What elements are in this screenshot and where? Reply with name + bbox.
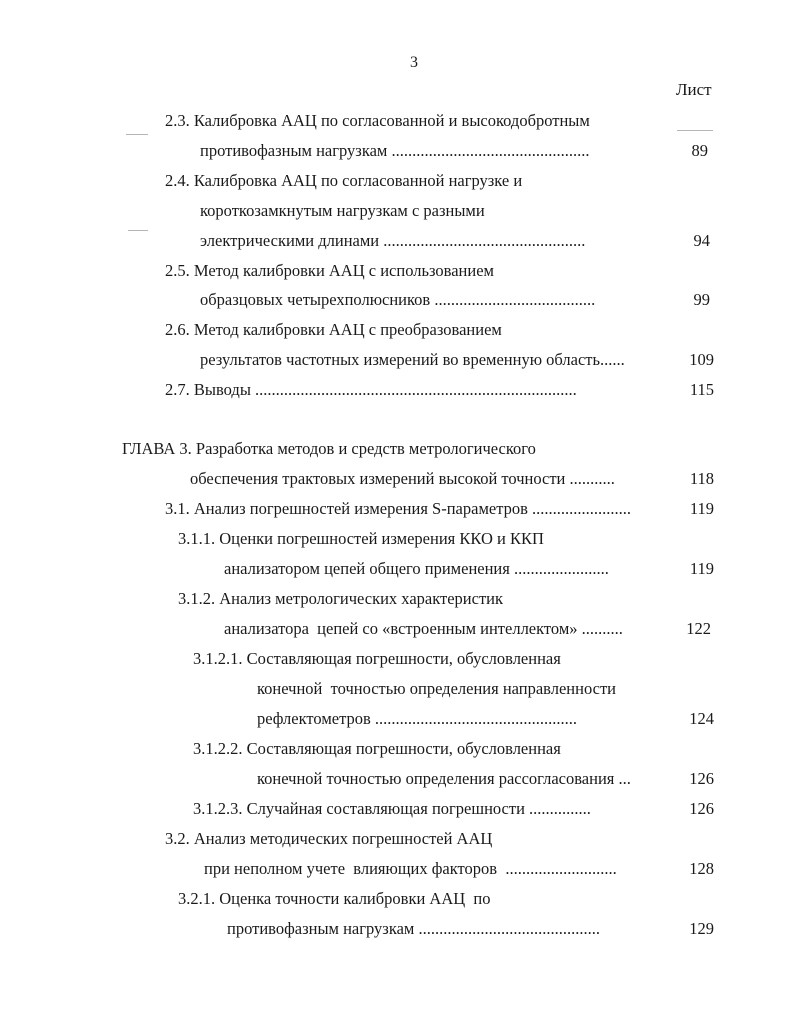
toc-entry-title: образцовых четырехполюсников ....................................... bbox=[200, 290, 596, 309]
column-header-sheet: Лист bbox=[676, 80, 712, 99]
toc-entry-page: 109 bbox=[689, 350, 714, 369]
toc-entry-title: 3.2. Анализ методических погрешностей ААЦ bbox=[165, 829, 493, 848]
toc-entry-title: конечной точностью определения направленности bbox=[257, 679, 616, 698]
toc-entry-page: 126 bbox=[689, 799, 714, 818]
toc-entry-title: 2.5. Метод калибровки ААЦ с использованием bbox=[165, 261, 494, 280]
toc-entry-page: 89 bbox=[691, 141, 708, 160]
toc-chapter-title: обеспечения трактовых измерений высокой точности ........... bbox=[190, 469, 615, 488]
toc-entry-title: 3.2.1. Оценка точности калибровки ААЦ по bbox=[178, 889, 491, 908]
toc-entry-title: электрическими длинами ................................................. bbox=[200, 231, 586, 250]
toc-entry-title: при неполном учете влияющих факторов ........................... bbox=[204, 859, 617, 878]
toc-entry-page: 124 bbox=[689, 709, 714, 728]
toc-entry-title: 2.4. Калибровка ААЦ по согласованной нагрузке и bbox=[165, 171, 523, 190]
toc-entry-title: короткозамкнутым нагрузкам с разными bbox=[200, 201, 485, 220]
toc-entry-page: 119 bbox=[689, 499, 714, 518]
toc-entry-page: 94 bbox=[693, 231, 710, 250]
toc-entry-title: 2.6. Метод калибровки ААЦ с преобразованием bbox=[165, 320, 502, 339]
toc-entry-page: 115 bbox=[689, 380, 714, 399]
toc-entry-title: результатов частотных измерений во временную область...... bbox=[200, 350, 625, 369]
toc-chapter-title: ГЛАВА 3. Разработка методов и средств метрологического bbox=[122, 439, 536, 458]
toc-entry-page: 118 bbox=[689, 469, 714, 488]
toc-entry-title: 2.7. Выводы .............................................................................. bbox=[165, 380, 577, 399]
toc-entry-title: противофазным нагрузкам ................................................ bbox=[200, 141, 590, 160]
toc-entry-page: 128 bbox=[689, 859, 714, 878]
scan-speck bbox=[128, 230, 148, 231]
toc-entry-page: 126 bbox=[689, 769, 714, 788]
toc-entry-title: 2.3. Калибровка ААЦ по согласованной и высокодобротным bbox=[165, 111, 590, 130]
toc-entry-page: 122 bbox=[686, 619, 711, 638]
toc-entry-title: 3.1.2.3. Случайная составляющая погрешности ............... bbox=[193, 799, 591, 818]
toc-entry-title: 3.1.1. Оценки погрешностей измерения ККО и ККП bbox=[178, 529, 544, 548]
toc-entry-title: 3.1.2.1. Составляющая погрешности, обусловленная bbox=[193, 649, 561, 668]
toc-entry-title: 3.1.2. Анализ метрологических характеристик bbox=[178, 589, 504, 608]
toc-entry-page: 129 bbox=[689, 919, 714, 938]
toc-entry-title: анализатора цепей со «встроенным интеллектом» .......... bbox=[224, 619, 623, 638]
toc-entry-title: конечной точностью определения рассогласования ... bbox=[257, 769, 631, 788]
toc-entry-page: 119 bbox=[689, 559, 714, 578]
scan-speck bbox=[677, 130, 713, 131]
page-number: 3 bbox=[410, 54, 418, 71]
toc-entry-title: 3.1.2.2. Составляющая погрешности, обусловленная bbox=[193, 739, 561, 758]
scan-speck bbox=[126, 134, 148, 135]
toc-entry-title: противофазным нагрузкам ............................................ bbox=[227, 919, 600, 938]
toc-entry-page: 99 bbox=[693, 290, 710, 309]
toc-entry-title: анализатором цепей общего применения ....................... bbox=[224, 559, 609, 578]
toc-entry-title: рефлектометров ................................................. bbox=[257, 709, 578, 728]
toc-entry-title: 3.1. Анализ погрешностей измерения S-параметров ........................ bbox=[165, 499, 632, 518]
